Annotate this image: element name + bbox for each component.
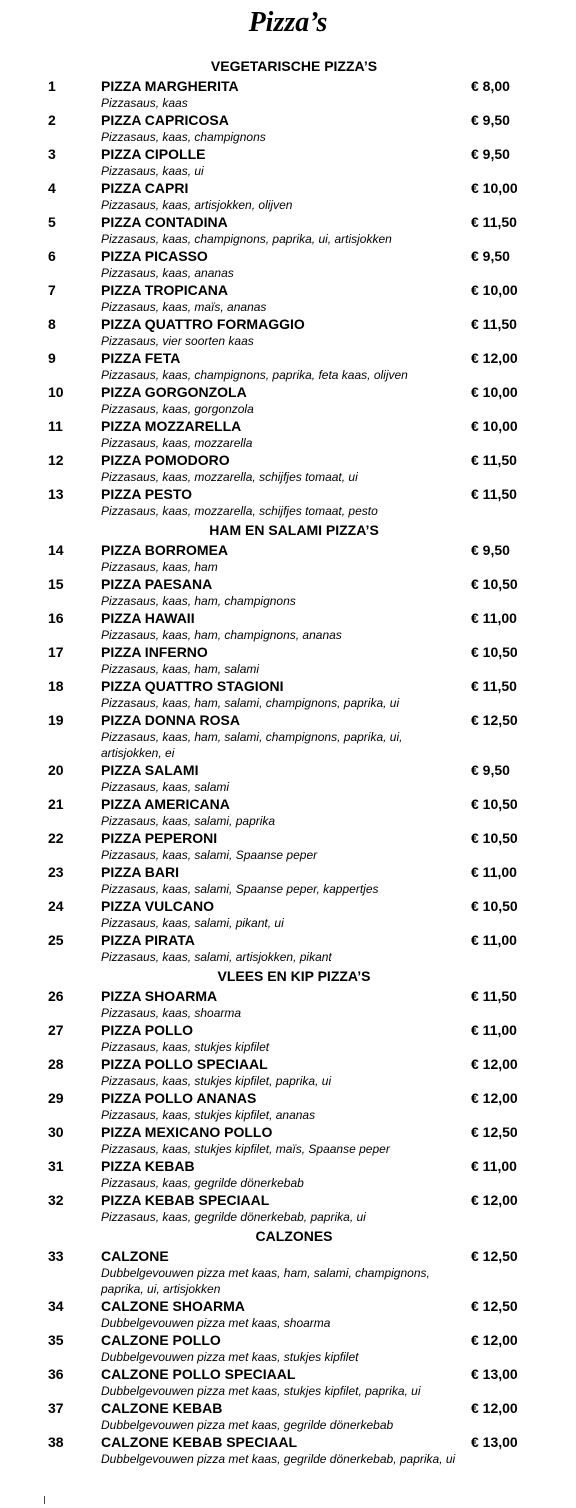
menu-item — [0, 1331, 576, 1365]
menu-item — [0, 1247, 576, 1297]
item-price: € 11,00 — [471, 610, 517, 626]
item-price: € 12,00 — [471, 1192, 518, 1208]
item-name: PIZZA PICASSO — [101, 248, 208, 264]
menu-item — [0, 179, 576, 213]
menu-item — [0, 213, 576, 247]
item-description: Dubbelgevouwen pizza met kaas, gegrilde dönerkebab, paprika, ui — [101, 1452, 456, 1466]
item-number: 15 — [48, 576, 64, 592]
item-name: PIZZA POLLO SPECIAAL — [101, 1056, 268, 1072]
menu-item — [0, 1191, 576, 1225]
item-description: Pizzasaus, kaas, shoarma — [101, 1006, 242, 1020]
menu-item — [0, 383, 576, 417]
item-price: € 11,00 — [471, 1022, 517, 1038]
menu-list — [0, 55, 576, 1467]
menu-item — [0, 111, 576, 145]
item-name: PIZZA TROPICANA — [101, 282, 229, 298]
menu-item — [0, 1157, 576, 1191]
item-name: CALZONE POLLO SPECIAAL — [101, 1366, 296, 1382]
item-price: € 9,50 — [471, 112, 510, 128]
item-description: Pizzasaus, kaas, ham, salami, champignons, paprika, ui — [101, 696, 400, 710]
section-title: VLEES EN KIP PIZZA’S — [217, 968, 371, 984]
menu-item — [0, 643, 576, 677]
section-title: HAM EN SALAMI PIZZA’S — [209, 522, 379, 538]
menu-item — [0, 1433, 576, 1467]
item-number: 3 — [48, 146, 56, 162]
menu-item — [0, 829, 576, 863]
item-name: PIZZA CAPRICOSA — [101, 112, 229, 128]
item-number: 32 — [48, 1192, 64, 1208]
item-name: PIZZA INFERNO — [101, 644, 208, 660]
menu-item — [0, 761, 576, 795]
item-description: Pizzasaus, kaas, ham, champignons — [101, 594, 296, 608]
menu-item — [0, 795, 576, 829]
item-name: PIZZA FETA — [101, 350, 181, 366]
section-title: CALZONES — [255, 1228, 333, 1244]
item-description: Pizzasaus, kaas, salami, artisjokken, pikant — [101, 950, 332, 964]
menu-item — [0, 1365, 576, 1399]
item-name: PIZZA MOZZARELLA — [101, 418, 242, 434]
item-description: Dubbelgevouwen pizza met kaas, shoarma — [101, 1316, 331, 1330]
menu-item — [0, 247, 576, 281]
item-price: € 11,00 — [471, 932, 517, 948]
item-description: Pizzasaus, kaas, ham, champignons, ananas — [101, 628, 342, 642]
item-price: € 10,00 — [471, 282, 518, 298]
item-description: Pizzasaus, kaas, mozzarella, schijfjes tomaat, ui — [101, 470, 358, 484]
item-description: Pizzasaus, kaas, gegrilde dönerkebab — [101, 1176, 304, 1190]
item-number: 25 — [48, 932, 64, 948]
item-description: Pizzasaus, kaas, salami — [101, 780, 230, 794]
menu-item — [0, 77, 576, 111]
item-number: 12 — [48, 452, 64, 468]
item-number: 21 — [48, 796, 64, 812]
item-number: 9 — [48, 350, 56, 366]
item-number: 23 — [48, 864, 64, 880]
item-price: € 10,00 — [471, 418, 518, 434]
item-number: 26 — [48, 988, 64, 1004]
item-price: € 11,50 — [471, 988, 517, 1004]
item-description: Pizzasaus, kaas, ham, salami — [101, 662, 260, 676]
menu-item — [0, 1021, 576, 1055]
item-price: € 12,00 — [471, 350, 518, 366]
item-number: 24 — [48, 898, 64, 914]
item-number: 34 — [48, 1298, 64, 1314]
menu-item — [0, 677, 576, 711]
item-name: PIZZA PAESANA — [101, 576, 213, 592]
item-name: PIZZA GORGONZOLA — [101, 384, 247, 400]
item-name: PIZZA POLLO ANANAS — [101, 1090, 257, 1106]
item-description: Pizzasaus, kaas, mozzarella, schijfjes tomaat, pesto — [101, 504, 378, 518]
item-price: € 10,50 — [471, 830, 518, 846]
item-price: € 12,50 — [471, 1298, 518, 1314]
item-name: CALZONE POLLO — [101, 1332, 221, 1348]
item-number: 30 — [48, 1124, 64, 1140]
menu-item — [0, 1297, 576, 1331]
item-number: 22 — [48, 830, 64, 846]
page-edge-mark — [44, 1496, 45, 1504]
item-name: PIZZA PEPERONI — [101, 830, 218, 846]
item-description: Pizzasaus, kaas, ui — [101, 164, 204, 178]
item-name: PIZZA POLLO — [101, 1022, 194, 1038]
item-name: PIZZA KEBAB — [101, 1158, 195, 1174]
item-number: 11 — [48, 418, 63, 434]
item-description: Pizzasaus, kaas — [101, 96, 188, 110]
item-number: 14 — [48, 542, 64, 558]
item-name: PIZZA POMODORO — [101, 452, 230, 468]
item-price: € 11,00 — [471, 1158, 517, 1174]
item-price: € 12,00 — [471, 1400, 518, 1416]
item-name: PIZZA PESTO — [101, 486, 193, 502]
item-price: € 12,00 — [471, 1090, 518, 1106]
item-name: PIZZA AMERICANA — [101, 796, 230, 812]
item-name: PIZZA CIPOLLE — [101, 146, 206, 162]
item-number: 27 — [48, 1022, 64, 1038]
item-number: 20 — [48, 762, 64, 778]
item-name: PIZZA PIRATA — [101, 932, 195, 948]
item-description: Pizzasaus, kaas, champignons, paprika, feta kaas, olijven — [101, 368, 408, 382]
item-description: Dubbelgevouwen pizza met kaas, gegrilde dönerkebab — [101, 1418, 394, 1432]
item-price: € 12,00 — [471, 1056, 518, 1072]
item-name: PIZZA DONNA ROSA — [101, 712, 240, 728]
item-name: CALZONE SHOARMA — [101, 1298, 245, 1314]
menu-item — [0, 281, 576, 315]
item-description: Dubbelgevouwen pizza met kaas, stukjes kipfilet, paprika, ui — [101, 1384, 421, 1398]
item-description: Pizzasaus, kaas, gegrilde dönerkebab, paprika, ui — [101, 1210, 366, 1224]
item-description: Pizzasaus, kaas, salami, pikant, ui — [101, 916, 284, 930]
item-price: € 13,00 — [471, 1434, 518, 1450]
item-name: PIZZA BORROMEA — [101, 542, 229, 558]
item-name: PIZZA HAWAII — [101, 610, 195, 626]
item-description: Pizzasaus, kaas, champignons, paprika, ui, artisjokken — [101, 232, 392, 246]
item-description: Pizzasaus, kaas, gorgonzola — [101, 402, 254, 416]
item-number: 2 — [48, 112, 56, 128]
item-number: 6 — [48, 248, 56, 264]
item-name: PIZZA QUATTRO STAGIONI — [101, 678, 284, 694]
item-description: Pizzasaus, vier soorten kaas — [101, 334, 254, 348]
item-price: € 12,00 — [471, 1332, 518, 1348]
menu-item — [0, 711, 576, 761]
item-number: 4 — [48, 180, 56, 196]
item-number: 18 — [48, 678, 64, 694]
item-price: € 9,50 — [471, 762, 510, 778]
menu-item — [0, 987, 576, 1021]
item-description: Pizzasaus, kaas, salami, Spaanse peper, kappertjes — [101, 882, 379, 896]
menu-item — [0, 609, 576, 643]
item-price: € 12,50 — [471, 1124, 518, 1140]
menu-item — [0, 1089, 576, 1123]
menu-item — [0, 931, 576, 965]
item-price: € 10,50 — [471, 796, 518, 812]
item-name: PIZZA SHOARMA — [101, 988, 218, 1004]
item-name: PIZZA BARI — [101, 864, 180, 880]
menu-item — [0, 541, 576, 575]
item-number: 16 — [48, 610, 64, 626]
item-description: Dubbelgevouwen pizza met kaas, stukjes kipfilet — [101, 1350, 359, 1364]
item-price: € 12,50 — [471, 1248, 518, 1264]
item-number: 31 — [48, 1158, 64, 1174]
item-number: 38 — [48, 1434, 64, 1450]
menu-item — [0, 1123, 576, 1157]
menu-item — [0, 145, 576, 179]
item-name: PIZZA CONTADINA — [101, 214, 228, 230]
item-number: 33 — [48, 1248, 64, 1264]
section-title: VEGETARISCHE PIZZA’S — [210, 58, 378, 74]
item-number: 5 — [48, 214, 56, 230]
menu-item — [0, 485, 576, 519]
item-description: Pizzasaus, kaas, stukjes kipfilet, ananas — [101, 1108, 316, 1122]
item-price: € 10,50 — [471, 576, 518, 592]
item-price: € 9,50 — [471, 542, 510, 558]
item-number: 29 — [48, 1090, 64, 1106]
menu-item — [0, 349, 576, 383]
item-description: Pizzasaus, kaas, salami, Spaanse peper — [101, 848, 318, 862]
item-description: Pizzasaus, kaas, mozzarella — [101, 436, 253, 450]
menu-item — [0, 315, 576, 349]
item-name: CALZONE KEBAB — [101, 1400, 223, 1416]
item-description: Pizzasaus, kaas, artisjokken, olijven — [101, 198, 293, 212]
item-price: € 10,00 — [471, 180, 518, 196]
item-name: CALZONE — [101, 1248, 169, 1264]
item-number: 7 — [48, 282, 56, 298]
item-price: € 11,50 — [471, 678, 517, 694]
item-price: € 9,50 — [471, 248, 510, 264]
item-description: Dubbelgevouwen pizza met kaas, ham, salami, champignons, paprika, ui, artisjokken — [101, 1266, 430, 1296]
item-description: Pizzasaus, kaas, ham, salami, champignons, paprika, ui, artisjokken, ei — [101, 730, 403, 760]
page-title: Pizza’s — [248, 7, 328, 38]
item-price: € 13,00 — [471, 1366, 518, 1382]
item-description: Pizzasaus, kaas, ananas — [101, 266, 234, 280]
item-description: Pizzasaus, kaas, salami, paprika — [101, 814, 276, 828]
item-number: 1 — [48, 78, 56, 94]
item-description: Pizzasaus, kaas, stukjes kipfilet, paprika, ui — [101, 1074, 332, 1088]
item-price: € 10,00 — [471, 384, 518, 400]
item-description: Pizzasaus, kaas, stukjes kipfilet, maïs, Spaanse peper — [101, 1142, 390, 1156]
item-price: € 11,50 — [471, 214, 517, 230]
item-name: CALZONE KEBAB SPECIAAL — [101, 1434, 298, 1450]
menu-item — [0, 1055, 576, 1089]
item-price: € 8,00 — [471, 78, 510, 94]
item-number: 37 — [48, 1400, 64, 1416]
item-price: € 11,50 — [471, 316, 517, 332]
menu-item — [0, 1399, 576, 1433]
item-number: 17 — [48, 644, 64, 660]
item-name: PIZZA MARGHERITA — [101, 78, 239, 94]
item-description: Pizzasaus, kaas, champignons — [101, 130, 266, 144]
item-name: PIZZA MEXICANO POLLO — [101, 1124, 273, 1140]
item-number: 10 — [48, 384, 64, 400]
item-description: Pizzasaus, kaas, ham — [101, 560, 218, 574]
item-price: € 12,50 — [471, 712, 518, 728]
menu-item — [0, 897, 576, 931]
item-description: Pizzasaus, kaas, maïs, ananas — [101, 300, 267, 314]
item-description: Pizzasaus, kaas, stukjes kipfilet — [101, 1040, 270, 1054]
menu-item — [0, 417, 576, 451]
item-price: € 11,50 — [471, 452, 517, 468]
item-number: 19 — [48, 712, 64, 728]
item-name: PIZZA KEBAB SPECIAAL — [101, 1192, 270, 1208]
menu-item — [0, 451, 576, 485]
item-price: € 10,50 — [471, 898, 518, 914]
item-price: € 11,50 — [471, 486, 517, 502]
item-price: € 9,50 — [471, 146, 510, 162]
item-name: PIZZA SALAMI — [101, 762, 199, 778]
menu-item — [0, 863, 576, 897]
item-price: € 11,00 — [471, 864, 517, 880]
item-number: 13 — [48, 486, 64, 502]
menu-item — [0, 575, 576, 609]
item-number: 36 — [48, 1366, 64, 1382]
item-number: 8 — [48, 316, 56, 332]
item-name: PIZZA QUATTRO FORMAGGIO — [101, 316, 305, 332]
item-name: PIZZA VULCANO — [101, 898, 215, 914]
item-number: 28 — [48, 1056, 64, 1072]
item-name: PIZZA CAPRI — [101, 180, 189, 196]
item-number: 35 — [48, 1332, 64, 1348]
item-price: € 10,50 — [471, 644, 518, 660]
